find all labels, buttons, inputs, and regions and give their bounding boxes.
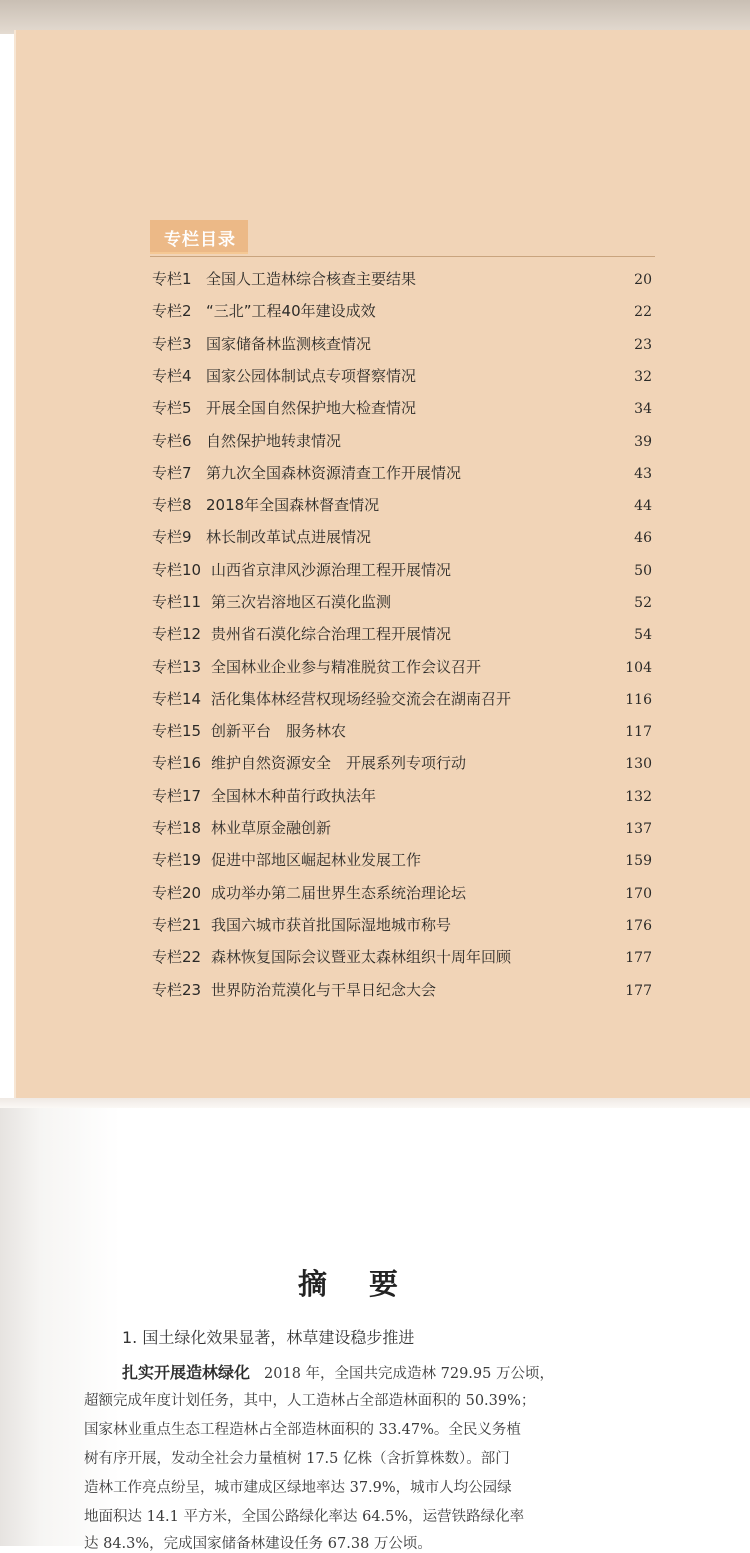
toc-item-title: 活化集体林经营权现场经验交流会在湖南召开 (211, 690, 512, 708)
toc-item-title: 开展全国自然保护地大检查情况 (206, 399, 417, 417)
toc-row (0, 656, 750, 684)
paragraph-line: 达 84.3%，完成国家储备林建设任务 67.38 万公顷。 (84, 1536, 432, 1552)
toc-item-page: 177 (625, 983, 652, 999)
toc-header-label: 专栏目录 (164, 230, 236, 250)
toc-item-number: 专栏8 (152, 496, 192, 514)
toc-item-title: 促进中部地区崛起林业发展工作 (211, 851, 422, 869)
toc-item-title: 成功举办第二届世界生态系统治理论坛 (211, 884, 467, 902)
toc-item-page: 130 (625, 756, 652, 772)
toc-item-page: 176 (625, 918, 652, 934)
toc-item-page: 116 (625, 692, 652, 708)
paragraph-line: 树有序开展，发动全社会力量植树 17.5 亿株（含折算株数）。部门 (84, 1451, 510, 1467)
toc-item-number: 专栏7 (152, 464, 192, 482)
toc-row (0, 430, 750, 458)
toc-item-number: 专栏18 (152, 819, 202, 837)
toc-row (0, 300, 750, 328)
toc-item-title: 创新平台 服务林农 (211, 722, 347, 740)
toc-row (0, 720, 750, 748)
toc-item-title: 国家储备林监测核查情况 (206, 335, 372, 353)
toc-item-title: 林长制改革试点进展情况 (206, 528, 372, 546)
toc-row (0, 494, 750, 522)
page-gap (0, 1098, 750, 1108)
toc-row (0, 849, 750, 877)
toc-item-page: 44 (634, 498, 652, 514)
toc-row (0, 914, 750, 942)
toc-row (0, 462, 750, 490)
toc-item-page: 159 (625, 853, 652, 869)
toc-item-title: 山西省京津风沙源治理工程开展情况 (211, 561, 452, 579)
toc-item-title: 贵州省石漠化综合治理工程开展情况 (211, 625, 452, 643)
toc-row (0, 623, 750, 651)
toc-item-page: 20 (634, 272, 652, 288)
toc-item-page: 43 (634, 466, 652, 482)
toc-row (0, 785, 750, 813)
toc-item-number: 专栏14 (152, 690, 202, 708)
toc-item-page: 52 (634, 595, 652, 611)
toc-item-title: 森林恢复国际会议暨亚太森林组织十周年回顾 (211, 948, 512, 966)
toc-item-number: 专栏5 (152, 399, 192, 417)
page-top-edge (0, 0, 750, 34)
toc-item-number: 专栏2 (152, 302, 192, 320)
toc-row (0, 526, 750, 554)
toc-item-number: 专栏16 (152, 754, 202, 772)
toc-item-number: 专栏19 (152, 851, 202, 869)
toc-item-title: 全国林业企业参与精准脱贫工作会议召开 (211, 658, 482, 676)
toc-row (0, 559, 750, 587)
toc-item-page: 32 (634, 369, 652, 385)
paragraph-line (122, 1360, 554, 1383)
toc-item-number: 专栏11 (152, 593, 202, 611)
toc-item-page: 132 (625, 789, 652, 805)
toc-item-title: 全国人工造林综合核查主要结果 (206, 270, 417, 288)
toc-row (0, 817, 750, 845)
toc-item-page: 177 (625, 950, 652, 966)
toc-row (0, 946, 750, 974)
toc-item-page: 117 (625, 724, 652, 740)
toc-item-number: 专栏4 (152, 367, 192, 385)
toc-item-page: 54 (634, 627, 652, 643)
toc-item-number: 专栏6 (152, 432, 192, 450)
toc-item-title: 国家公园体制试点专项督察情况 (206, 367, 417, 385)
toc-item-number: 专栏1 (152, 270, 192, 288)
toc-header-box (150, 220, 248, 252)
toc-row (0, 365, 750, 393)
toc-item-page: 137 (625, 821, 652, 837)
paragraph-lead: 扎实开展造林绿化 (122, 1363, 251, 1382)
paragraph-text: 2018 年，全国共完成造林 729.95 万公顷， (264, 1366, 554, 1382)
toc-row (0, 752, 750, 780)
paragraph-line: 地面积达 14.1 平方米，全国公路绿化率达 64.5%，运营铁路绿化率 (84, 1509, 525, 1525)
toc-divider (150, 256, 655, 257)
abstract-title: 摘要 (298, 1267, 441, 1301)
paragraph-line: 造林工作亮点纷呈，城市建成区绿地率达 37.9%，城市人均公园绿 (84, 1480, 512, 1496)
toc-item-number: 专栏20 (152, 884, 202, 902)
toc-item-number: 专栏10 (152, 561, 202, 579)
toc-item-number: 专栏13 (152, 658, 202, 676)
toc-item-title: 维护自然资源安全 开展系列专项行动 (211, 754, 467, 772)
toc-item-title: 自然保护地转隶情况 (206, 432, 342, 450)
toc-row (0, 397, 750, 425)
toc-item-title: 第三次岩溶地区石漠化监测 (211, 593, 392, 611)
toc-row (0, 333, 750, 361)
toc-item-number: 专栏15 (152, 722, 202, 740)
toc-row (0, 688, 750, 716)
toc-item-page: 22 (634, 304, 652, 320)
toc-item-title: 我国六城市获首批国际湿地城市称号 (211, 916, 452, 934)
toc-item-number: 专栏22 (152, 948, 202, 966)
toc-item-title: 第九次全国森林资源清查工作开展情况 (206, 464, 462, 482)
toc-item-title: “三北”工程40年建设成效 (206, 302, 376, 320)
toc-item-page: 46 (634, 530, 652, 546)
toc-item-page: 50 (634, 563, 652, 579)
toc-row (0, 882, 750, 910)
paragraph-line: 国家林业重点生态工程造林占全部造林面积的 33.47%。全民义务植 (84, 1422, 521, 1438)
toc-item-number: 专栏3 (152, 335, 192, 353)
toc-row (0, 979, 750, 1007)
toc-item-number: 专栏23 (152, 981, 202, 999)
toc-row (0, 268, 750, 296)
section-heading: 1. 国土绿化效果显著，林草建设稳步推进 (122, 1328, 415, 1347)
toc-item-title: 世界防治荒漠化与干旱日纪念大会 (211, 981, 437, 999)
paragraph-line: 超额完成年度计划任务，其中，人工造林占全部造林面积的 50.39%； (84, 1393, 536, 1409)
toc-item-page: 23 (634, 337, 652, 353)
toc-row (0, 591, 750, 619)
toc-item-page: 170 (625, 886, 652, 902)
toc-item-page: 39 (634, 434, 652, 450)
toc-item-number: 专栏9 (152, 528, 192, 546)
toc-item-number: 专栏12 (152, 625, 202, 643)
toc-item-title: 林业草原金融创新 (211, 819, 332, 837)
toc-item-title: 全国林木种苗行政执法年 (211, 787, 377, 805)
toc-item-number: 专栏17 (152, 787, 202, 805)
toc-item-page: 34 (634, 401, 652, 417)
toc-item-page: 104 (625, 660, 652, 676)
toc-item-number: 专栏21 (152, 916, 202, 934)
toc-item-title: 2018年全国森林督查情况 (206, 496, 380, 514)
